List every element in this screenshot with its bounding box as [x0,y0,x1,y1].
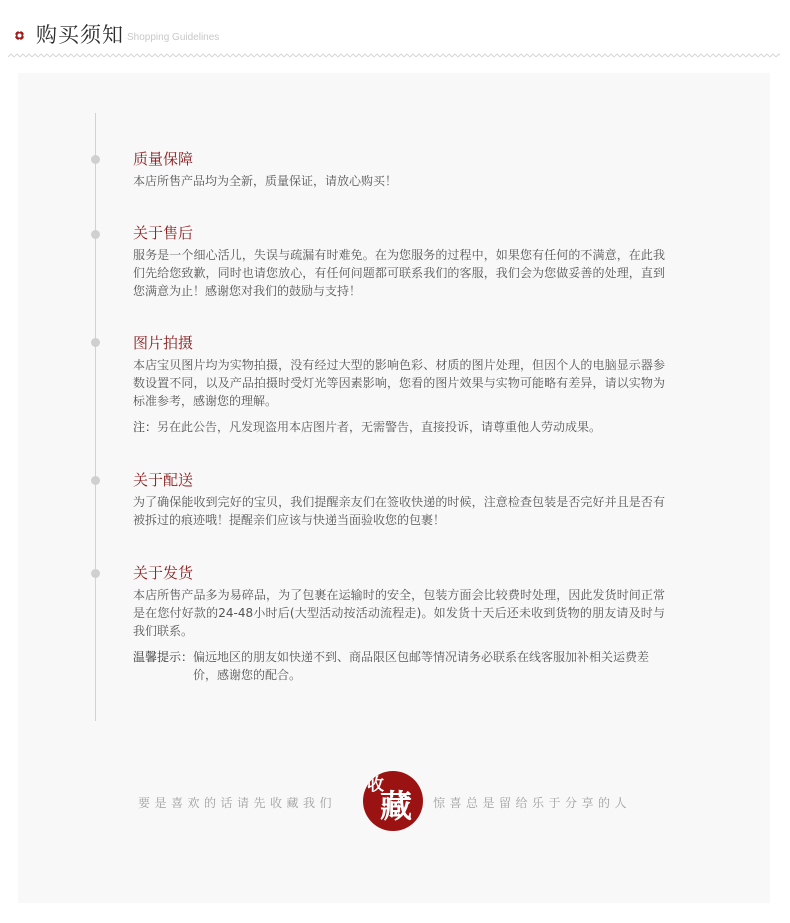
stamp-big-char: 藏 [380,787,413,825]
section-title: 关于发货 [133,564,194,582]
section-photography [133,334,665,436]
section-after-sales [133,224,665,300]
section-body: 本店所售产品多为易碎品，为了包裹在运输时的安全，包装方面会比较费时处理，因此发货时间正常是在您付好款的24-48小时后(大型活动按活动流程走)。如发货十天后还未收到货物的朋友请及时与我们联系。 [133,588,665,638]
section-note [133,648,665,684]
note-label: 注： [133,420,158,434]
page-title: 购买须知 [36,23,124,47]
section-delivery [133,471,665,529]
note-label: 温馨提示： [133,650,194,664]
section-note [133,418,665,436]
section-title: 质量保障 [133,150,194,168]
section-title: 图片拍摄 [133,334,194,352]
page-subtitle: Shopping Guidelines [127,32,220,43]
section-title: 关于配送 [133,471,194,489]
section-title: 关于售后 [133,224,194,242]
note-text: 偏远地区的朋友如快递不到、商品限区包邮等情况请务必联系在线客服加补相关运费差价，感谢您的配合。 [193,650,650,682]
section-body: 本店所售产品均为全新，质量保证，请放心购买！ [133,174,398,188]
zigzag-divider [8,53,780,59]
timeline-dot [91,230,100,239]
section-body: 为了确保能收到完好的宝贝，我们提醒亲友们在签收快递的时候，注意检查包装是否完好并且是否有被拆过的痕迹哦！提醒亲们应该与快递当面验收您的包裹！ [133,495,665,527]
favorite-stamp-button[interactable] [363,771,423,831]
footer-right-text: 惊喜总是留给乐于分享的人 [433,796,632,810]
section-shipping [133,564,665,684]
timeline-dot [91,476,100,485]
timeline-dot [91,155,100,164]
section-body: 本店宝贝图片均为实物拍摄，没有经过大型的影响色彩、材质的图片处理，但因个人的电脑显示器参数设置不同，以及产品拍摄时受灯光等因素影响，您看的图片效果与实物可能略有差异，请以实物为标准参考，感谢您的理解。 [133,358,665,408]
timeline-dot [91,338,100,347]
section-quality [133,150,665,190]
footer-left-text: 要是喜欢的话请先收藏我们 [138,796,337,810]
timeline-dot [91,569,100,578]
section-body: 服务是一个细心活儿，失误与疏漏有时难免。在为您服务的过程中，如果您有任何的不满意，在此我们先给您致歉，同时也请您放心，有任何问题都可联系我们的客服，我们会为您做妥善的处理，直到您满意为止！感谢您对我们的鼓励与支持！ [133,248,665,298]
page-header [0,0,790,60]
flower-icon [14,30,25,41]
note-text: 另在此公告，凡发现盗用本店图片者，无需警告，直接投诉，请尊重他人劳动成果。 [157,420,602,434]
timeline-line [95,113,96,721]
stamp-small-char: 收 [367,775,384,795]
